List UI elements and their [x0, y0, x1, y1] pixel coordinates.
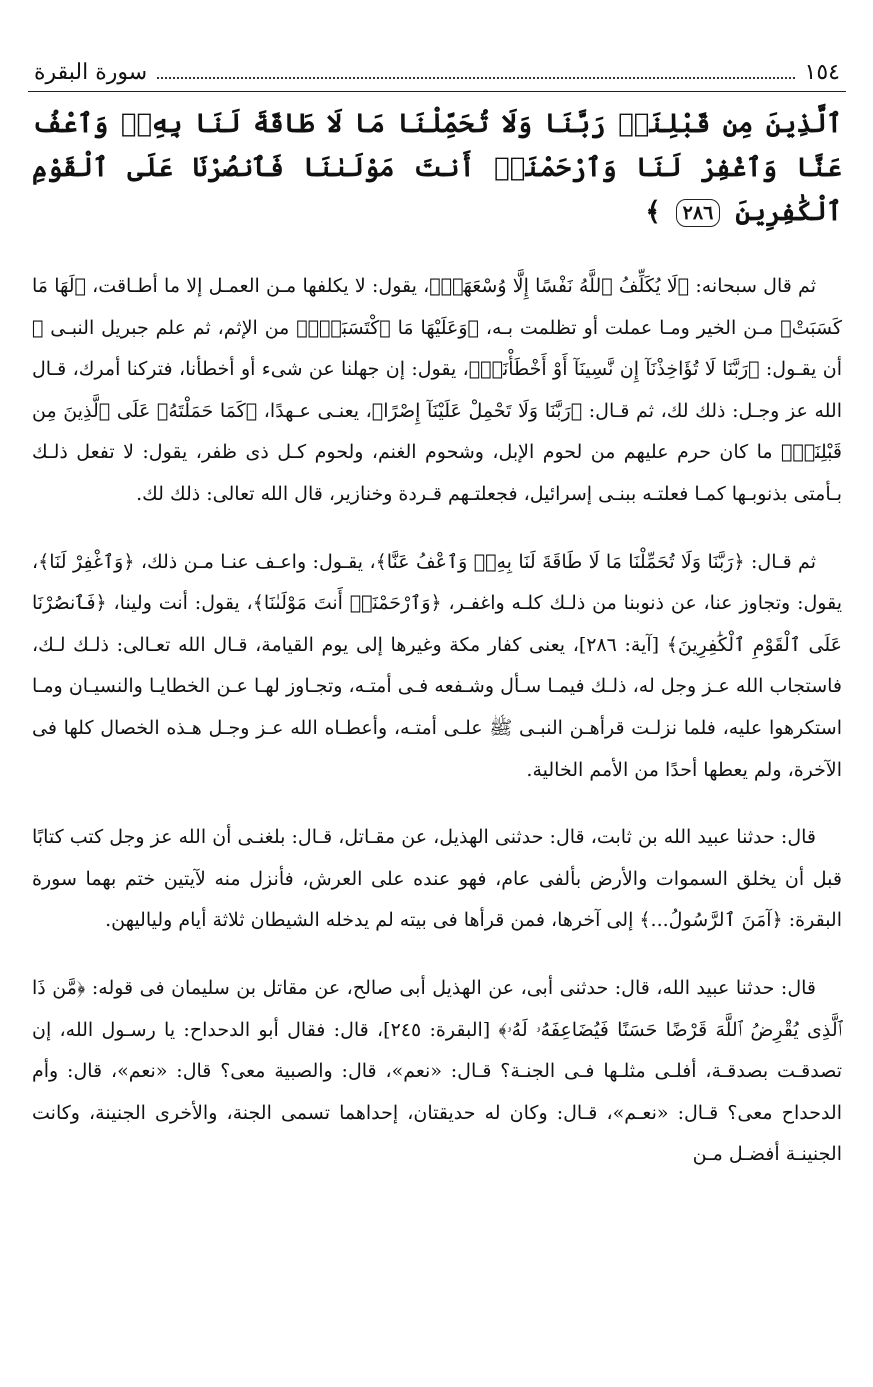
verse-text: ٱلَّذِينَ مِن قَبْلِنَاۚ رَبَّنَا وَلَا تُحَمِّلْنَا مَا لَا طَاقَةَ لَنَا بِهِۦۖ وَٱعْفُ عَنَّا وَٱغْفِرْ لَنَا وَٱرْحَمْنَآۚ أَنتَ مَوْلَىٰنَا فَٱنصُرْنَا عَلَى ٱلْقَوْمِ ٱلْكَٰفِرِينَ: [32, 109, 842, 227]
commentary-paragraph: ثم قـال: ﴿رَبَّنَا وَلَا تُحَمِّلْنَا مَا لَا طَاقَةَ لَنَا بِهِۦۖ وَٱعْفُ عَنَّا﴾، يقـول: واعـف عنـا مـن ذلك، ﴿وَٱغْفِرْ لَنَا﴾، يقول: وتجاوز عنا، عن ذنوبنا من ذلـك كلـه واغفـر، ﴿وَٱرْحَمْنَآۚ أَنتَ مَوْلَىٰنَا﴾، يقول: أنت ولينا، ﴿فَٱنصُرْنَا عَلَى ٱلْقَوْمِ ٱلْكَٰفِرِينَ﴾ [آية: ٢٨٦]، يعنى كفار مكة وغيرها إلى يوم القيامة، قـال الله تعـالى: ذلـك لـك، فاستجاب الله عـز وجل له، ذلـك فيمـا سـأل وشـفعه فـى أمتـه، وتجـاوز لهـا عـن الخطايـا والنسيـان ومـا استكرهوا عليه، فلما نزلـت قرأهـن النبـى ﷺ علـى أمتـه، وأعطـاه الله عـز وجـل هـذه الخصال كلها فى الآخرة، ولم يعطها أحدًا من الأمم الخالية.: [32, 550, 842, 781]
surah-title: سورة البقرة: [34, 60, 148, 85]
page-number: ١٥٤: [804, 60, 840, 85]
ayah-number-marker: ٢٨٦: [676, 199, 721, 227]
header-dot-leader: [157, 76, 794, 79]
verse-closing-bracket: ﴾: [645, 197, 661, 227]
commentary-paragraph: قال: حدثنا عبيد الله بن ثابت، قال: حدثنى الهذيل، عن مقـاتل، قـال: بلغنـى أن الله عز وجل كتب كتابًا قبل أن يخلق السموات والأرض بألفى عام، فهو عنده على العرش، فأنزل منه لآيتين ختم بهما سورة البقرة: ﴿آمَنَ ٱلرَّسُولُ...﴾ إلى آخرها، فمن قرأها فى بيته لم يدخله الشيطان ثلاثة أيام ولياليهن.: [32, 826, 842, 932]
commentary-paragraph: قال: حدثنا عبيد الله، قال: حدثنى أبى، عن الهذيل أبى صالح، عن مقاتل بن سليمان فى قوله: ﴿مَّن ذَا ٱلَّذِى يُقْرِضُ ٱللَّهَ قَرْضًا حَسَنًا فَيُضَاعِفَهُۥ لَهُۥ﴾ [البقرة: ٢٤٥]، قال: فقال أبو الدحداح: يا رسـول الله، إن تصدقـت بصدقـة، أفلـى مثلـها فـى الجنـة؟ قـال: «نعم»، قال: والصبية معى؟ قال: «نعم»، قال: وأم الدحداح معى؟ قـال: «نعـم»، قـال: وكان له حديقتان، إحداهما تسمى الجنة، والأخرى الجنينة، وكانت الجنينـة أفضـل مـن: [32, 976, 842, 1166]
quran-verse-block: [28, 102, 846, 234]
commentary-paragraph: ثم قال سبحانه: ﴿لَا يُكَلِّفُ ٱللَّهُ نَفْسًا إِلَّا وُسْعَهَاۚ﴾، يقول: لا يكلفها مـن العمـل إلا ما أطـاقت، ﴿لَهَا مَا كَسَبَتْ﴾ مـن الخير ومـا عملت أو تظلمت بـه، ﴿وَعَلَيْهَا مَا ٱكْتَسَبَتْۗ﴾ من الإثم، ثم علم جبريل النبـى ﷺ أن يقـول: ﴿رَبَّنَا لَا تُؤَاخِذْنَآ إِن نَّسِينَآ أَوْ أَخْطَأْنَاۚ﴾، يقول: إن جهلنا عن شىء أو أخطأنا، فتركنا أمرك، قـال الله عز وجـل: ذلك لك، ثم قـال: ﴿رَبَّنَا وَلَا تَحْمِلْ عَلَيْنَآ إِصْرًا﴾، يعنـى عـهدًا، ﴿كَمَا حَمَلْتَهُۥ عَلَى ٱلَّذِينَ مِن قَبْلِنَاۚ﴾ ما كان حرم عليهم من لحوم الإبل، وشحوم الغنم، ولحوم كـل ذى ظفر، يقول: لا تفعل ذلـك بـأمتى بذنوبـها كمـا فعلتـه ببنـى إسرائيل، فجعلتـهم قـردة وخنازير، قال الله تعالى: ذلك لك.: [32, 275, 842, 505]
running-header: [28, 54, 846, 92]
book-page: [28, 54, 846, 1374]
